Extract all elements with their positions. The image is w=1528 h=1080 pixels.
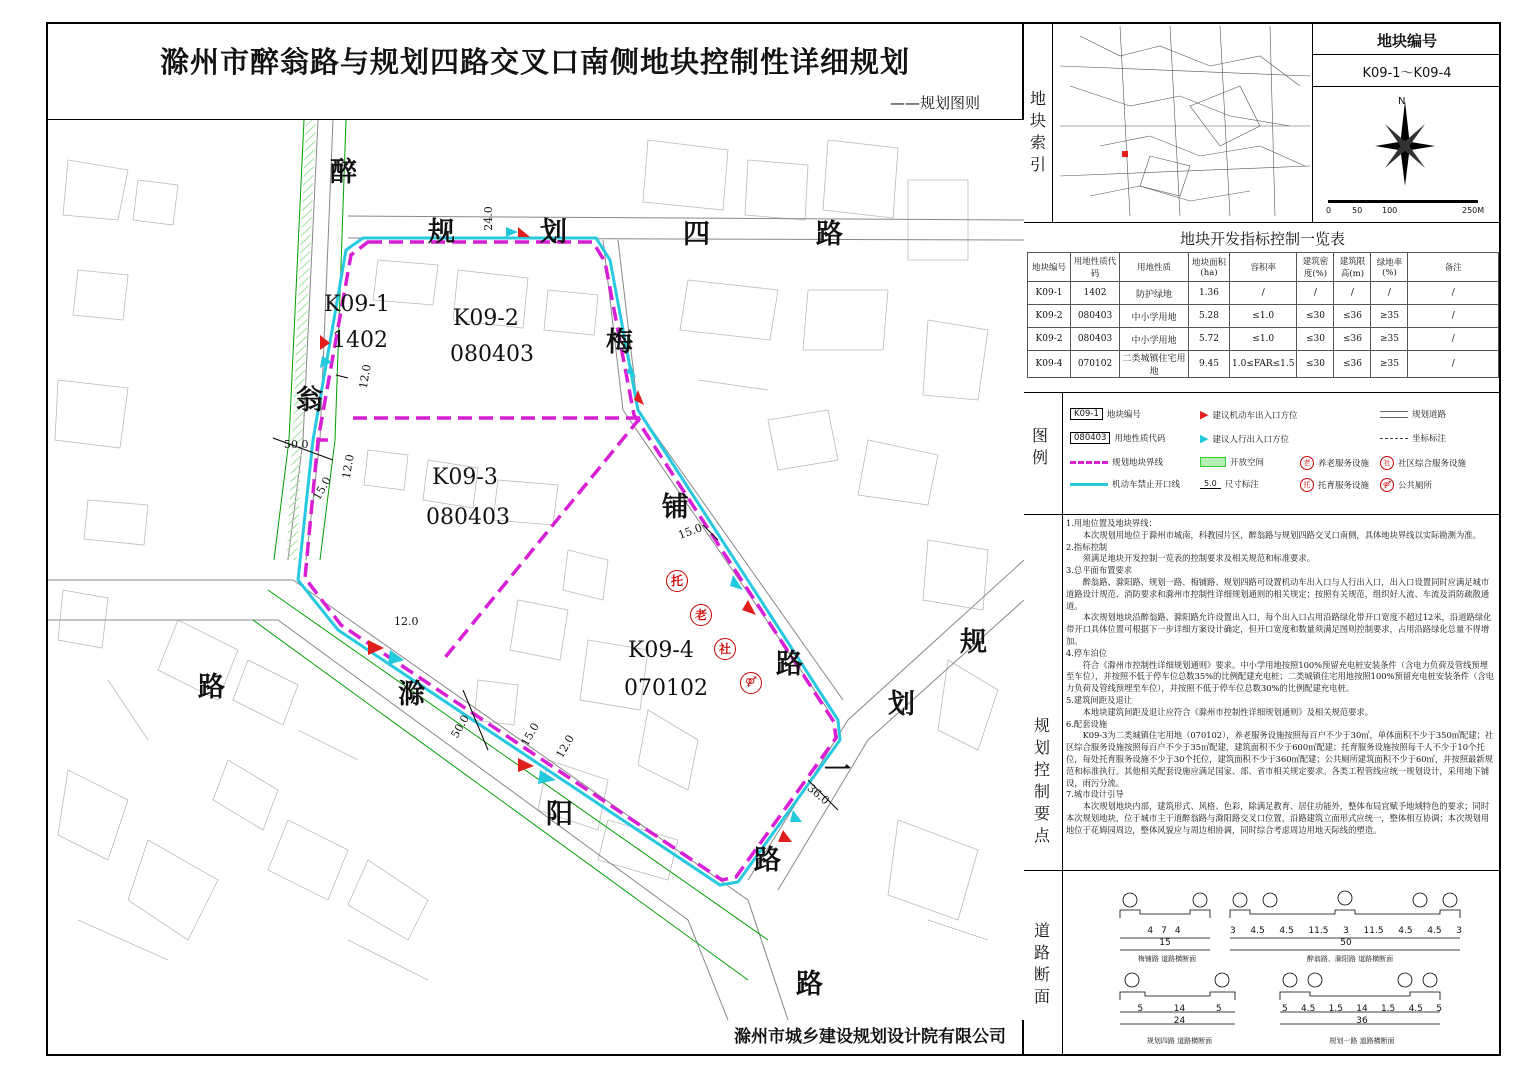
th-5: 建筑密度(%) bbox=[1297, 253, 1334, 282]
s4-part: 1.5 bbox=[1380, 1004, 1396, 1014]
north-arrow-icon bbox=[1370, 96, 1440, 192]
dimension-lines bbox=[273, 375, 838, 810]
community-service-icon: 社 bbox=[714, 638, 736, 660]
s2-part: 11.5 bbox=[1308, 926, 1329, 936]
legend-childcare-label: 托育服务设施 bbox=[1318, 481, 1370, 491]
cell: ≤30 bbox=[1297, 351, 1334, 378]
s3-part: 5 bbox=[1137, 1004, 1144, 1014]
cell: / bbox=[1371, 282, 1408, 305]
road-name-guihua1-4: 路 bbox=[754, 845, 781, 876]
s4-part: 5 bbox=[1436, 1004, 1442, 1014]
pedestrian-arrow-icon: ▶ bbox=[1200, 432, 1209, 445]
s2-part: 4.5 bbox=[1250, 926, 1265, 936]
open-space-swatch bbox=[1200, 457, 1226, 467]
plan-map-svg bbox=[48, 120, 1024, 1020]
table-title: 地块开发指标控制一览表 bbox=[1179, 230, 1345, 248]
dim-50-a: 50.0 bbox=[284, 438, 309, 451]
vehicle-arrow-icon: ▶ bbox=[1200, 408, 1209, 421]
note-2: 2.指标控制 bbox=[1066, 541, 1108, 552]
panel-hr-3 bbox=[1024, 514, 1501, 515]
community-icon: 社 bbox=[1380, 456, 1394, 470]
note-0: 1.用地位置及地块界线： bbox=[1066, 518, 1157, 528]
road-name-zuiweng-1: 醉 bbox=[330, 157, 357, 188]
legend-elderly-label: 养老服务设施 bbox=[1318, 459, 1370, 469]
indicator-table bbox=[1027, 252, 1499, 378]
panel-hr-1 bbox=[1024, 222, 1501, 223]
cell: 080403 bbox=[1071, 305, 1120, 328]
dim-24: 24.0 bbox=[481, 206, 495, 231]
road-name-sihao-1: 规 bbox=[428, 217, 455, 248]
cell: 1.36 bbox=[1189, 282, 1230, 305]
legend-elderly bbox=[1300, 456, 1369, 470]
plot-code-k09-4: 070102 bbox=[624, 676, 708, 701]
cell: K09-2 bbox=[1028, 305, 1071, 328]
dim-12-b: 12.0 bbox=[339, 453, 357, 480]
road-name-guihua1-3: 一 bbox=[824, 755, 851, 786]
road-name-meipu-2: 铺 bbox=[662, 492, 689, 523]
legend-community bbox=[1380, 456, 1466, 470]
dim-36: 36.0 bbox=[804, 781, 832, 808]
note-1: 本次规划用地位于滁州市城南，科教园片区，醉翁路与规划四路交叉口南侧，具体地块界线以实际勘测为准。 bbox=[1082, 529, 1481, 540]
page-subtitle: ——规划图则 bbox=[890, 94, 981, 112]
legend-land-code-label: 用地性质代码 bbox=[1114, 434, 1166, 444]
legend-coord bbox=[1380, 432, 1446, 444]
s4-part: 4.5 bbox=[1408, 1004, 1423, 1014]
road-name-zuiweng-2: 翁 bbox=[296, 385, 323, 416]
cell: K09-1 bbox=[1028, 282, 1071, 305]
road-name-chuyang-2: 阳 bbox=[546, 799, 573, 830]
s4-part: 1.5 bbox=[1328, 1004, 1343, 1014]
legend-ped-entry bbox=[1200, 432, 1289, 445]
index-label-divider bbox=[1052, 22, 1053, 222]
s4-part: 4.5 bbox=[1301, 1004, 1316, 1014]
legend-label: 图例 bbox=[1031, 426, 1048, 467]
panel-hr-4 bbox=[1024, 870, 1501, 871]
page-title: 滁州市醉翁路与规划四路交叉口南侧地块控制性详细规划 bbox=[160, 45, 911, 79]
toilet-legend-icon: ⚤ bbox=[1380, 478, 1394, 492]
scale-bar bbox=[1328, 200, 1478, 203]
road-name-guihua1-1: 规 bbox=[960, 627, 987, 658]
legend-open-space bbox=[1200, 456, 1264, 468]
th-6: 建筑限高(m) bbox=[1334, 253, 1371, 282]
cell: 中小学用地 bbox=[1120, 328, 1189, 351]
section-2-name: 醉翁路、滁阳路 道路横断面 bbox=[1306, 955, 1394, 963]
cell: / bbox=[1408, 328, 1499, 351]
th-0: 地块编号 bbox=[1028, 253, 1071, 282]
legend-no-open bbox=[1070, 478, 1180, 490]
cell: 9.45 bbox=[1189, 351, 1230, 378]
s3-part: 14 bbox=[1173, 1004, 1186, 1014]
legend-no-open-swatch bbox=[1070, 483, 1108, 486]
plan-map bbox=[48, 120, 1024, 1020]
plot-code-k09-2: 080403 bbox=[450, 342, 534, 367]
s4-part: 14 bbox=[1356, 1004, 1368, 1014]
cell: 080403 bbox=[1071, 328, 1120, 351]
elderly-icon: 老 bbox=[1300, 456, 1314, 470]
section-4-total: 36 bbox=[1356, 1016, 1368, 1026]
childcare-service-icon: 托 bbox=[666, 570, 688, 592]
cell: 二类城镇住宅用地 bbox=[1120, 351, 1189, 378]
plot-id-k09-4: K09-4 bbox=[628, 638, 694, 663]
road-name-sihao-3: 四 bbox=[683, 219, 710, 250]
cell: ≤36 bbox=[1334, 305, 1371, 328]
road-name-chuyang-3: 路 bbox=[796, 969, 823, 1000]
th-1: 用地性质代码 bbox=[1071, 253, 1120, 282]
cell: / bbox=[1408, 351, 1499, 378]
block-code-hr-2 bbox=[1313, 86, 1501, 87]
section-1-parts bbox=[1128, 926, 1208, 936]
th-4: 容积率 bbox=[1230, 253, 1297, 282]
planned-road-swatch bbox=[1380, 411, 1408, 418]
section-label-divider bbox=[1062, 870, 1063, 1056]
s2-part: 11.5 bbox=[1363, 926, 1384, 936]
table-row bbox=[1028, 282, 1499, 305]
legend-childcare bbox=[1300, 478, 1369, 492]
elderly-service-icon: 老 bbox=[690, 604, 712, 626]
note-14: 本次规划地块内部，建筑形式、风格、色彩，除满足教育、居住功能外，整体布局宜赋予地域特色的要求；同时本次规划地块，位于城市主干道醉翁路与滁阳路交叉口位置，沿路建筑立面形式应统一，整体相互协调；本次规划用地位于花姆园周边，整体风貌应与周边相协调，同时综合考虑周边用地天际线的塑造。 bbox=[1066, 801, 1490, 835]
road-network bbox=[48, 120, 1024, 1020]
legend-plot-code-box: K09-1 bbox=[1070, 408, 1103, 420]
legend-ped-entry-label: 建议人行出入口方位 bbox=[1212, 434, 1289, 445]
legend-plot-code-label: 地块编号 bbox=[1106, 410, 1141, 420]
cell: K09-2 bbox=[1028, 328, 1071, 351]
road-name-sihao-4: 路 bbox=[816, 219, 843, 250]
note-3: 须满足地块开发控制一览表的控制要求及相关规范和标准要求。 bbox=[1082, 553, 1315, 564]
dim-12-c: 12.0 bbox=[394, 615, 419, 628]
cell: ≤1.0 bbox=[1230, 305, 1297, 328]
legend-label-divider bbox=[1062, 392, 1063, 514]
company-name: 滁州市城乡建设规划设计院有限公司 bbox=[734, 1027, 1006, 1047]
s2-part: 3 bbox=[1343, 926, 1349, 936]
s3-part: 5 bbox=[1215, 1004, 1222, 1014]
legend-toilet bbox=[1380, 478, 1432, 492]
plot-id-k09-1: K09-1 bbox=[324, 292, 390, 317]
legend-dimension-label: 尺寸标注 bbox=[1224, 480, 1259, 490]
road-name-sihao-2: 划 bbox=[540, 217, 567, 248]
notes-label-divider bbox=[1062, 514, 1063, 870]
legend-open-space-label: 开放空间 bbox=[1230, 458, 1265, 468]
cell: ≤1.0 bbox=[1230, 328, 1297, 351]
cell: 5.72 bbox=[1189, 328, 1230, 351]
legend-boundary bbox=[1070, 456, 1163, 468]
th-2: 用地性质 bbox=[1120, 253, 1189, 282]
scale-250: 250M bbox=[1462, 206, 1485, 215]
dimension-mark: 5.0 bbox=[1200, 479, 1221, 489]
note-9: 5.建筑间距及退让 bbox=[1066, 694, 1132, 705]
index-map bbox=[1060, 26, 1310, 218]
dim-50-b: 50.0 bbox=[448, 712, 473, 741]
th-7: 绿地率(%) bbox=[1371, 253, 1408, 282]
plot-id-k09-3: K09-3 bbox=[432, 465, 498, 490]
cell: ≤30 bbox=[1297, 305, 1334, 328]
table-row bbox=[1028, 351, 1499, 378]
cell: ≤36 bbox=[1334, 351, 1371, 378]
cell: 5.28 bbox=[1189, 305, 1230, 328]
control-label: 规划控制要点 bbox=[1033, 716, 1050, 845]
road-name-chuyang-1: 滁 bbox=[398, 679, 425, 710]
plot-code-k09-1: 1402 bbox=[332, 328, 388, 353]
legend-vehicle-entry-label: 建议机动车出入口方位 bbox=[1212, 410, 1298, 421]
s1-part: 7 bbox=[1161, 926, 1175, 936]
table-row bbox=[1028, 305, 1499, 328]
section-1-total: 15 bbox=[1159, 938, 1171, 948]
road-name-meipu-3: 路 bbox=[776, 649, 803, 680]
s2-part: 3 bbox=[1456, 926, 1462, 936]
legend-community-label: 社区综合服务设施 bbox=[1398, 459, 1467, 469]
index-label: 地块索引 bbox=[1029, 89, 1046, 174]
scale-0: 0 bbox=[1326, 206, 1332, 215]
cell: / bbox=[1297, 282, 1334, 305]
s2-part: 4.5 bbox=[1279, 926, 1294, 936]
block-code-header: 地块编号 bbox=[1376, 32, 1437, 50]
legend-no-open-label: 机动车禁止开口线 bbox=[1112, 480, 1181, 490]
cell: / bbox=[1334, 282, 1371, 305]
cell: ≤36 bbox=[1334, 328, 1371, 351]
th-3: 地块面积(ha) bbox=[1189, 253, 1230, 282]
dim-12-a: 12.0 bbox=[356, 363, 374, 390]
cell: 1.0≤FAR≤1.5 bbox=[1230, 351, 1297, 378]
legend-planned-road-label: 规划道路 bbox=[1412, 410, 1447, 420]
note-8: 符合《滁州市控制性详细规划通则》要求。中小学用地按照100%预留充电桩安装条件（含电力负荷及管线预埋至车位），并按照不低于停车位总数35%的比例配建充电桩；二类城镇住宅用地按照100%预留充电桩安装条件（含电力负荷及管线预埋至车位），并按照不低于停车位总数30%的比例配建充电桩。 bbox=[1066, 659, 1494, 694]
toilet-icon: ⚤ bbox=[740, 672, 762, 694]
index-map-divider bbox=[1312, 22, 1313, 222]
section-1-name: 梅铺路 道路横断面 bbox=[1137, 955, 1197, 963]
dim-15-a: 15.0 bbox=[310, 474, 335, 503]
section-label: 道路断面 bbox=[1033, 921, 1050, 1006]
s2-part: 3 bbox=[1230, 926, 1236, 936]
section-3-parts bbox=[1122, 1004, 1237, 1014]
cell: 中小学用地 bbox=[1120, 305, 1189, 328]
cell: 防护绿地 bbox=[1120, 282, 1189, 305]
childcare-icon: 托 bbox=[1300, 478, 1314, 492]
s1-part: 4 bbox=[1174, 926, 1189, 936]
note-11: 6.配套设施 bbox=[1066, 718, 1108, 729]
cell: 070102 bbox=[1071, 351, 1120, 378]
cell: 1402 bbox=[1071, 282, 1120, 305]
cell: ≥35 bbox=[1371, 305, 1408, 328]
note-10: 本地块建筑间距及退让应符合《滁州市控制性详细规划通则》及相关规范要求。 bbox=[1082, 706, 1373, 717]
cell: ≥35 bbox=[1371, 351, 1408, 378]
cell: / bbox=[1230, 282, 1297, 305]
note-5: 醉翁路、滁阳路、规划一路、梅铺路、规划四路可设置机动车出入口与人行出入口，出入口设置同时应满足城市道路设计规范、消防要求和滁州市控制性详细规划通则的相关规定；按照有关规范，组织好人流、车流及消防疏散通道。 bbox=[1066, 576, 1490, 611]
cell: K09-4 bbox=[1028, 351, 1071, 378]
road-name-guihua1-2: 划 bbox=[888, 689, 915, 720]
s1-part: 4 bbox=[1147, 926, 1162, 936]
legend-planned-road bbox=[1380, 408, 1446, 420]
plot-id-k09-2: K09-2 bbox=[453, 306, 519, 331]
cell: ≥35 bbox=[1371, 328, 1408, 351]
section-3-total: 24 bbox=[1173, 1016, 1186, 1026]
coord-swatch bbox=[1380, 438, 1408, 439]
legend-dimension bbox=[1200, 478, 1259, 490]
dim-12-d: 12.0 bbox=[553, 732, 578, 761]
legend-coord-label: 坐标标注 bbox=[1412, 434, 1447, 444]
note-13: 7.城市设计引导 bbox=[1066, 789, 1124, 800]
legend-boundary-swatch bbox=[1070, 461, 1108, 464]
cell: / bbox=[1408, 305, 1499, 328]
section-3-name: 规划四路 道路横断面 bbox=[1146, 1037, 1213, 1045]
s2-part: 4.5 bbox=[1398, 926, 1413, 936]
dim-15-c: 15.0 bbox=[518, 720, 543, 749]
s4-part: 5 bbox=[1282, 1004, 1288, 1014]
legend-toilet-label: 公共厕所 bbox=[1398, 481, 1433, 491]
block-code-value: K09-1～K09-4 bbox=[1362, 66, 1452, 81]
north-label: N bbox=[1398, 96, 1406, 107]
table-header-row bbox=[1028, 253, 1499, 282]
note-4: 3.总平面布置要求 bbox=[1066, 565, 1132, 576]
th-8: 备注 bbox=[1408, 253, 1499, 282]
table-row bbox=[1028, 328, 1499, 351]
section-4-name: 规划一路 道路横断面 bbox=[1329, 1037, 1395, 1045]
dim-15-b: 15.0 bbox=[676, 521, 704, 542]
road-name-zuiweng-3: 路 bbox=[198, 672, 225, 703]
panel-hr-2 bbox=[1024, 392, 1501, 393]
legend-land-code bbox=[1070, 432, 1165, 444]
plot-code-k09-3: 080403 bbox=[426, 505, 510, 530]
control-notes bbox=[1066, 518, 1494, 837]
legend-boundary-label: 规划地块界线 bbox=[1112, 458, 1164, 468]
section-2-parts bbox=[1230, 926, 1462, 936]
road-name-meipu-1: 梅 bbox=[606, 327, 633, 358]
legend-land-code-box: 080403 bbox=[1070, 432, 1110, 444]
note-6: 本次规划地块沿醉翁路、滁阳路允许设置出入口，每个出入口占用沿路绿化带开口宽度不超过12米，沿道路绿化带开口具体位置可根据下一步详细方案设计确定，但开口宽度和数量须满足图则控制要求，占用沿路绿化总量不得增加。 bbox=[1066, 612, 1492, 646]
s2-part: 4.5 bbox=[1427, 926, 1442, 936]
note-7: 4.停车泊位 bbox=[1066, 647, 1108, 658]
scale-50: 50 bbox=[1352, 206, 1363, 215]
note-12: K09-3为二类城镇住宅用地（070102），养老服务设施按照每百户不少于30㎡，单体面积不少于350㎡配建；社区综合服务设施按照每百户不少于35㎡配建，建筑面积不少于600㎡配建；托育服务设施按照每千人不少于10个托位，每处托育服务设施不少于30个托位，建筑面积不少于360㎡配建；公共厕所建筑面积不少于60㎡，并按照最新规范和标准执行。其他相关配套设施应满足国家、部、省市相关规定要求。各类工程管线应统一规划设计，采用地下铺设，雨污分流。 bbox=[1066, 730, 1494, 788]
section-4-parts bbox=[1282, 1004, 1442, 1014]
cell: ≤30 bbox=[1297, 328, 1334, 351]
scale-100: 100 bbox=[1382, 206, 1398, 215]
legend-plot-code bbox=[1070, 408, 1141, 420]
cell: / bbox=[1408, 282, 1499, 305]
block-code-hr-1 bbox=[1313, 54, 1501, 55]
section-2-total: 50 bbox=[1340, 938, 1352, 948]
legend-vehicle-entry bbox=[1200, 408, 1297, 421]
